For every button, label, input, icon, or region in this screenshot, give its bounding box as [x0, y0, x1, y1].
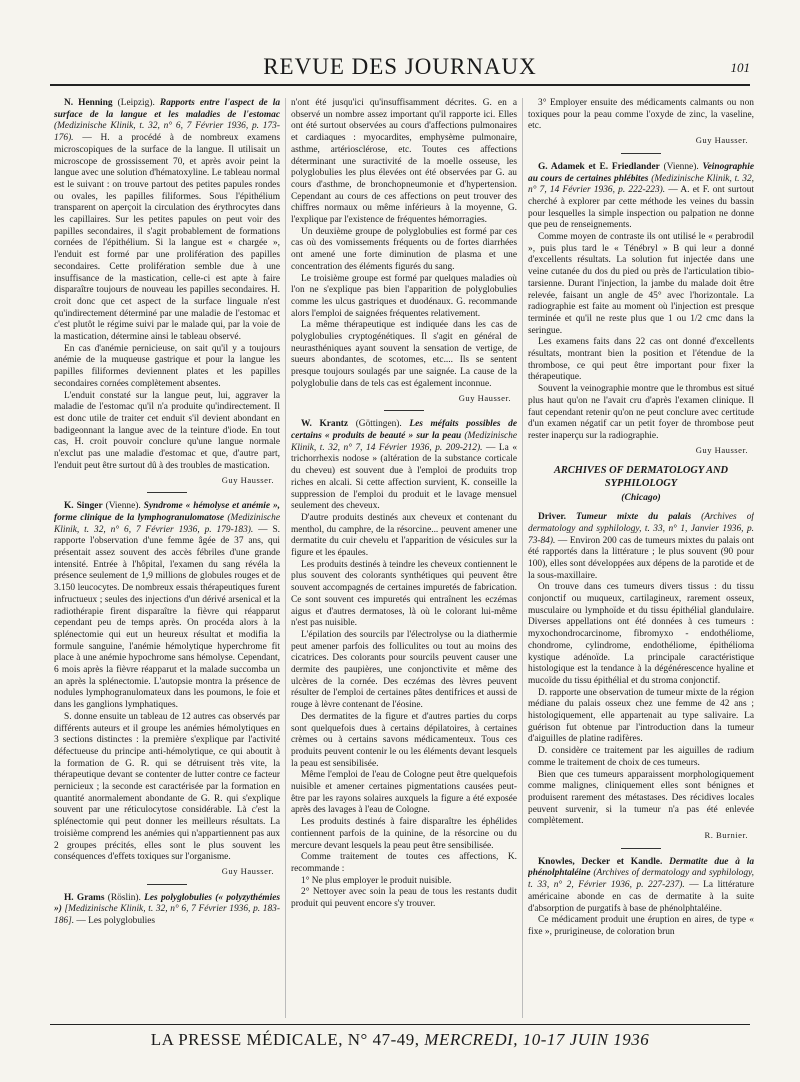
- article-signature: Guy Hausser.: [695, 444, 748, 455]
- article-krantz-continued: [528, 98, 754, 147]
- footer-date: MERCREDI, 10-17 JUIN 1936: [424, 1030, 650, 1049]
- article-author: N. Henning: [64, 98, 113, 108]
- page-footer: [50, 1024, 750, 1054]
- paragraph: — La littérature américaine abonde en cas de dermatite à la suite d'absorption de purgatifs à base de phénolphtaléine.: [528, 880, 754, 914]
- article-body: [528, 512, 754, 582]
- column-1: [54, 98, 280, 1018]
- article-source: (Medizinische Klinik, t. 32, n° 7, 14 Février 1936, p. 209-212).: [291, 430, 517, 453]
- article-source: (Archives of dermatology and syphilology, t. 33, n° 2, Février 1936, p. 227-237).: [528, 868, 754, 891]
- article-author: Driver.: [538, 512, 567, 523]
- running-title: REVUE DES JOURNAUX: [263, 54, 537, 79]
- article-grams: [54, 893, 280, 928]
- article-separator: [621, 848, 661, 849]
- footer-journal: LA PRESSE MÉDICALE,: [150, 1030, 344, 1049]
- article-knowles: [528, 857, 754, 939]
- paragraph: Les produits destinés à faire disparaître les éphélides contiennent parfois de la quinine, de la résorcine ou du mercure devant lesquels la peau peut être sensibilisée.: [291, 817, 517, 851]
- article-driver: [528, 512, 754, 842]
- paragraph: S. donne ensuite un tableau de 12 autres cas observés par différents auteurs et il groupe les anémies hémolytiques en 3 sections distinctes : la première s'explique par l'activité défectueuse du principe anti-hémolytique, ce qui aboutit à la formation de G. R. qui se détruisent très vite, la thérapeutique devant se contenter de lutter contre ce facteur pernicieux ; la seconde est caractérisée par la formation en quantité anormalement abondante de G. R. qui s'explique souvent par une réticulocytose considérable. Là c'est la splénectomie qui peut donner les meilleurs résultats. La troisième comprend les anémies qui n'appartiennent pas aux 2 groupes précités, elles sont le plus souvent les conséquences d'effets toxiques sur l'organisme.: [54, 711, 280, 863]
- paragraph: Un deuxième groupe de polyglobulies est formé par ces cas où des vomissements fréquents ou de fortes diarrhées ont amené une forte diminution de plasma et une concentration des éléments figurés du sang.: [291, 226, 517, 272]
- article-separator: [147, 884, 187, 885]
- paragraph: L'épilation des sourcils par l'électrolyse ou la diathermie peut amener parfois des folliculites ou tout au moins des cicatrices. Des colorants pour sourcils peuvent causer une dermite des paupières, une conjonctivite et même des ulcères de la cornée. Des eczémas des lèvres peuvent résulter de l'emploi de certaines pâtes dentifrices et aussi de rouge à lèvre contenant de l'éosine.: [291, 629, 517, 711]
- article-signature: Guy Hausser.: [458, 392, 511, 403]
- footer-issue: N° 47-49,: [347, 1030, 420, 1049]
- article-separator: [384, 410, 424, 411]
- article-author: K. Singer: [64, 501, 103, 512]
- paragraph: — Environ 200 cas de tumeurs mixtes du palais ont été rapportés dans la littérature ; le plus souvent (90 pour 100), elles sont développées aux dépens de la parotide et de la sous-maxillaire.: [528, 535, 754, 581]
- column-2: [291, 98, 517, 1018]
- article-adamek: [528, 162, 754, 457]
- paragraph: Bien que ces tumeurs apparaissent morphologiquement comme malignes, cliniquement elles sont bénignes et produisent rarement des métastases. Des récidives locales peuvent survenir, si la tumeur n'a pas été enlevée complètement.: [528, 769, 754, 827]
- paragraph: Même l'emploi de l'eau de Cologne peut être quelquefois nuisible et amener certaines pigmentations causées peut-être par les rayons solaires auxquels la figure a été exposée après des lavages à l'eau de Cologne.: [291, 770, 517, 816]
- author-location: (Leipzig).: [117, 98, 155, 108]
- article-henning: [54, 98, 280, 486]
- paragraph: 2° Nettoyer avec soin la peau de tous les restants dudit produit qui peuvent encore s'y trouver.: [291, 887, 517, 910]
- paragraph: — Les polyglobulies: [76, 916, 156, 927]
- paragraph: Ce médicament produit une éruption en aires, de type « fixe », prurigineuse, de coloration brun: [528, 915, 754, 937]
- column-divider: [522, 98, 523, 1018]
- paragraph: — A. et F. ont surtout cherché à explorer par cette méthode les veines du bassin pour lesquelles la simple inspection ou palpation ne donne que peu de renseignements.: [528, 185, 754, 231]
- column-3: [528, 98, 754, 1018]
- article-author: H. Grams: [64, 892, 105, 903]
- paragraph: En cas d'anémie pernicieuse, on sait qu'il y a toujours anémie de la muqueuse gastrique et pour la langue les papilles filiformes deviennent plates et les papilles secondaires cornées complètement absentes.: [54, 343, 280, 389]
- paragraph: Les produits destinés à teindre les cheveux contiennent le plus souvent des colorants synthétiques qui peuvent être souvent accompagnés de certaines impuretés de fabrication. Ce sont souvent ces impuretés qui entraînent les eczémas aigus et d'autres dermatoses, là où le colorant lui-même n'est pas nuisible.: [291, 559, 517, 629]
- author-location: (Göttingen).: [355, 419, 402, 430]
- paragraph: — S. rapporte l'observation d'une femme âgée de 37 ans, qui présentait assez souvent des accès fébriles d'une grande intensité. Entrée à l'hôpital, l'examen du sang révéla la présence seulement de 1,9 millions de globules rouges et de 3.150 leucocytes. De nombreux essais thérapeutiques furent infructueux ; seules des injections d'un dérivé arsenical et la radiothérapie firent disparaître la fièvre qui réapparut cependant peu de temps après. On procéda alors à la splénectomie qui eut un heureux résultat et modifia la formule sanguine, l'anémie hémolytique hyperchrome fit place à une anémie hypochrome sans hémolyse. Cependant, 6 mois après la fièvre réapparut et la malade succomba un an après la splénectomie. L'autopsie montra la présence de nodules lymphogranulomateux dans les poumons, le foie et dans les ganglions lymphatiques.: [54, 524, 280, 711]
- article-title: Veinographie au cours de certaines phlébites: [528, 161, 754, 184]
- article-grams-continued: [291, 98, 517, 404]
- paragraph: — La « trichorrhexis nodose » (altération de la substance corticale du cheveu) est souvent due à l'emploi de produits trop riches en alcali. Si cette affection survient, K. conseille la suppression de l'emploi du produit et le lavage mensuel seulement des cheveux.: [291, 442, 517, 512]
- article-signature: Guy Hausser.: [221, 866, 274, 876]
- article-title: Les polyglobulies (« polyzythémies »): [54, 892, 280, 915]
- article-source: (Medizinische Klinik, t. 32, n° 6, 7 Février 1936, p. 173-176).: [54, 121, 280, 144]
- footer-text: [50, 1030, 750, 1050]
- article-title: Tumeur mixte du palais: [576, 512, 692, 523]
- article-source: (Archives of dermatology and syphilology, t. 33, n° 1, Janvier 1936, p. 73-84).: [528, 512, 754, 546]
- paragraph: Le troisième groupe est formé par quelques maladies où l'on ne s'explique pas bien l'apparition de polyglobulies comme les ulcus gastriques et duodénaux. G. recommande alors l'emploi de saignées fréquentes relativement.: [291, 273, 517, 319]
- article-singer: [54, 501, 280, 878]
- article-body: [54, 98, 280, 344]
- article-signature: R. Burnier.: [704, 830, 748, 841]
- paragraph: D. considère ce traitement par les aiguilles de radium comme le traitement de choix de ces tumeurs.: [528, 746, 754, 768]
- article-title: Les méfaits possibles de certains « produits de beauté » sur la peau: [291, 419, 517, 441]
- footer-rule: [50, 1024, 750, 1025]
- article-separator: [621, 153, 661, 154]
- page-header: [50, 52, 750, 86]
- article-body: [528, 162, 754, 232]
- article-author: G. Adamek et E. Friedlander: [538, 161, 660, 172]
- author-location: (Röslin).: [107, 892, 141, 903]
- article-separator: [147, 492, 187, 493]
- article-author: Knowles, Decker et Kandle.: [538, 856, 663, 867]
- paragraph: — H. a procédé à de nombreux examens microscopiques de la surface de la langue. Il utilisait un microscope de grossissement 70, et après avoir peint la langue avec une solution d'hématoxyline. Le tableau normal est le suivant : on trouve partout des petites papules rondes ou ovales, les papilles filiformes. Sous l'épithélium transparent on aperçoit la circulation des érythrocytes dans les capillaires. Sur les petites papules on peut voir des papilles secondaires, il s'agit probablement de formations cornées de l'épithélium. Si la langue est « chargée », l'enduit est formé par une prolifération des papilles secondaires. Cette prolifération semble due à une insuffisance de la mastication, celle-ci est apte à faire disparaître toujours de nouveau les papilles secondaires. H. croit donc que cet aspect de la surface linguale n'est qu'indirectement déterminé par une maladie de l'estomac et c'est plutôt le régime suivi par le malade qui, par la voie de la mastication, détermine ainsi le tableau observé.: [54, 133, 280, 343]
- paragraph: On trouve dans ces tumeurs divers tissus : du tissu conjonctif ou muqueux, cartilagineux, rarement osseux, musculaire ou lymphoïde et du tissu épithélial glandulaire. Diverses appellations ont été données à ces tumeurs : myxochondrocarcinome, fibromyxo - endothéliome, chondrome, cylindrome, endothéliome, épithélioma kystique adénoïde. La principale caractéristique histologique est la tendance à la dégénérescence hyaline et mucoïde du tissu épithélial et du stroma conjonctif.: [528, 582, 754, 686]
- author-location: (Vienne).: [105, 501, 141, 512]
- article-source: (Medizinische Klinik, t. 32, n° 6, 7 Février 1936, p. 179-183).: [54, 512, 280, 535]
- paragraph: L'enduit constaté sur la langue peut, lui, aggraver la maladie de l'estomac qu'il n'a produite qu'indirectement. Il est donc utile de traiter cet enduit s'il devient abondant en badigeonnant la langue avec de la teinture d'iode. En tout cas, H. croit pouvoir conclure qu'une langue normale n'exclut pas une maladie d'estomac et que, d'autre part, l'enduit peut être surtout dû à des troubles de mastication.: [54, 390, 280, 471]
- paragraph: Souvent la veinographie montre que le thrombus est situé plus haut qu'on ne l'avait cru d'après l'examen clinique. Il faut cependant retenir qu'on ne peut conclure avec certitude d'un examen négatif car un petit foyer de thrombose peut rester inaperçu sur la radiographie.: [528, 384, 754, 441]
- paragraph: n'ont été jusqu'ici qu'insuffisamment décrites. G. en a observé un nombre assez important qu'il rapporte ici. Elles ont été surtout observées au cours d'affections pulmonaires et cardiaques : myocardites, emphysème pulmonaire, asthme, artériosclérose, etc. Toutes ces affections déterminant une suractivité de la moelle osseuse, les polyglobulies les plus élevées ont été observées par G. au cours d'asthme, de bronchopneumonie et d'hypertension. Cependant au cours de ces affections on peut trouver des chiffres normaux ou même inférieurs à la moyenne, G. l'explique par l'existence de fréquentes hémorragies.: [291, 98, 517, 226]
- paragraph: D. rapporte une observation de tumeur mixte de la région médiane du palais osseux chez une femme de 42 ans ; histologiquement, elle appartenait au type salivaire. La guérison fut obtenue par l'introduction dans la tumeur d'aiguilles de platine radifères.: [528, 687, 754, 745]
- article-source: [Medizinische Klinik, t. 32, n° 6, 7 Février 1936, p. 183-186].: [54, 904, 280, 927]
- paragraph: 3° Employer ensuite des médicaments calmants ou non toxiques pour la peau comme l'oxyde de zinc, la vaseline, etc.: [528, 98, 754, 132]
- paragraph: 1° Ne plus employer le produit nuisible.: [301, 875, 452, 886]
- column-divider: [285, 98, 286, 1018]
- paragraph: La même thérapeutique est indiquée dans les cas de polyglobulies cryptogénétiques. Il s'agit en général de neurasthéniques ayant souvent la sensation de vertige, de sueurs abondantes, de scotomes, etc.... Ils se sentent presque toujours soulagés par une saignée. La cause de la polyglobulie dans de tels cas est également inconnue.: [291, 320, 517, 389]
- journal-section-title: ARCHIVES OF DERMATOLOGY AND SYPHILOLOGY: [553, 465, 729, 490]
- article-krantz: [291, 419, 517, 911]
- header-rule: [50, 84, 750, 86]
- paragraph: Des dermatites de la figure et d'autres parties du corps sont quelquefois dues à certains dépilatoires, à certaines crèmes ou à certains savons médicamenteux. Tous ces produits peuvent contenir le ou les éléments devant lesquels la peau est sensibilisée.: [291, 711, 517, 769]
- paragraph: D'autre produits destinés aux cheveux et contenant du menthol, du camphre, de la résorcine... peuvent amener une dermatite du cuir chevelu et l'apparition de vésicules sur la figure et les épaules.: [291, 512, 517, 559]
- journal-section-city: (Chicago): [621, 492, 661, 504]
- article-title: Dermatite due à la phénolphtaléine: [528, 856, 754, 879]
- page-number: 101: [730, 60, 750, 75]
- article-title: Syndrome « hémolyse et anémie », forme clinique de la lymphogranulomatose: [54, 501, 280, 523]
- author-location: (Vienne).: [663, 161, 699, 172]
- article-signature: Guy Hausser.: [221, 474, 274, 485]
- article-body: [54, 501, 280, 712]
- paragraph: Les examens faits dans 22 cas ont donné d'excellents résultats, montrant bien la position et l'étendue de la thrombose, ce qui peut être important pour fixer la thérapeutique.: [528, 337, 754, 383]
- article-body: [54, 893, 280, 928]
- article-signature: Guy Hausser.: [695, 135, 748, 146]
- article-author: W. Krantz: [301, 419, 349, 430]
- paragraph: Comme traitement de toutes ces affections, K. recommande :: [291, 852, 517, 874]
- article-title: Rapports entre l'aspect de la surface de la langue et les maladies de l'estomac: [54, 98, 280, 120]
- article-source: (Medizinische Klinik, t. 32, n° 7, 14 Février 1936, p. 222-223).: [528, 173, 754, 196]
- article-body: [528, 857, 754, 916]
- paragraph: Comme moyen de contraste ils ont utilisé le « perabrodil », puis plus tard le « Ténébryl » B qui leur a donné d'excellents résultats. La solution fut injectée dans une veine cutanée du dos du pied ou près de l'articulation tibio-tarsienne. Durant l'injection, la jambe du malade doit être relevée, faisant un angle de 45° avec l'horizontale. La radiographie est faite au moment où l'injection est presque terminée et qu'il ne reste plus que 1 ou 1/2 cmc dans la seringue.: [528, 232, 754, 336]
- article-body: [291, 419, 517, 513]
